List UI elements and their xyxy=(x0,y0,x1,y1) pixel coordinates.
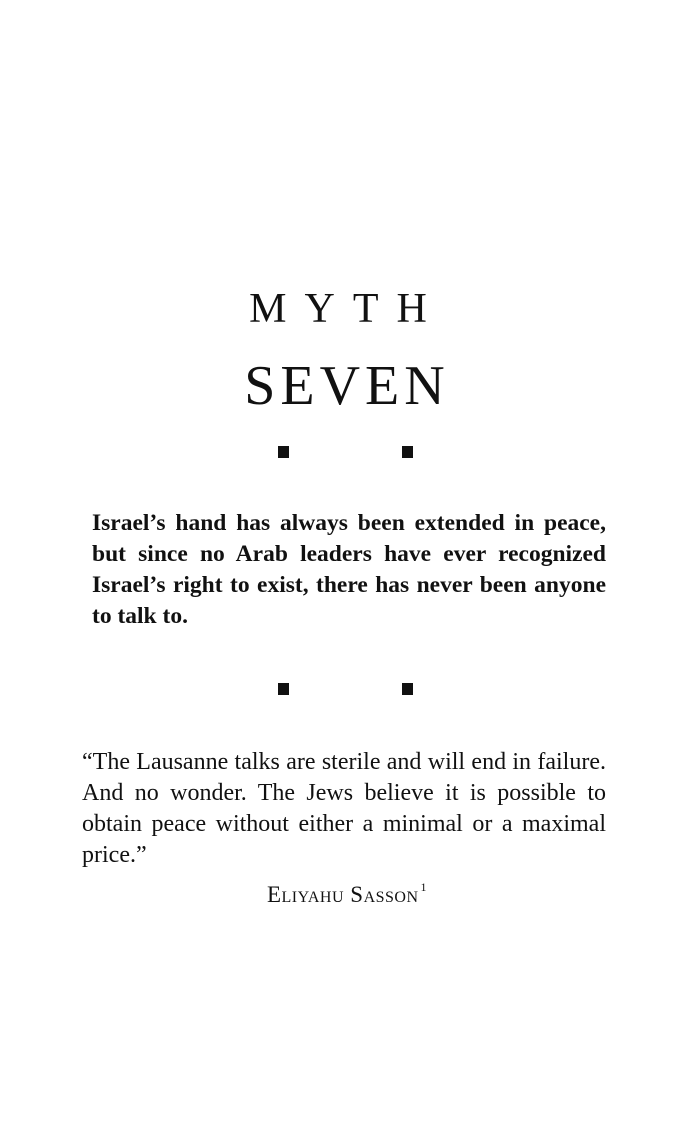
square-ornament-icon xyxy=(278,446,289,458)
ornament-divider-top xyxy=(0,446,680,460)
epigraph-quote: “The Lausanne talks are sterile and will end in failure. And no wonder. The Jews believe it is possible to obtain peace without either a minimal or a maximal price.” xyxy=(82,749,606,868)
epigraph-author: Eliyahu Sasson xyxy=(266,882,419,907)
myth-statement: Israel’s hand has always been extended in peace, but since no Arab leaders have ever recognized Israel’s right to exist, there has never been anyone to talk to. xyxy=(92,510,606,629)
square-ornament-icon xyxy=(278,683,289,695)
footnote-marker[interactable]: 1 xyxy=(420,880,428,894)
epigraph-attribution xyxy=(0,880,680,907)
chapter-number: SEVEN xyxy=(244,355,450,417)
square-ornament-icon xyxy=(402,683,413,695)
square-ornament-icon xyxy=(402,446,413,458)
chapter-label: MYTH xyxy=(249,286,445,332)
ornament-divider-bottom xyxy=(0,683,680,697)
